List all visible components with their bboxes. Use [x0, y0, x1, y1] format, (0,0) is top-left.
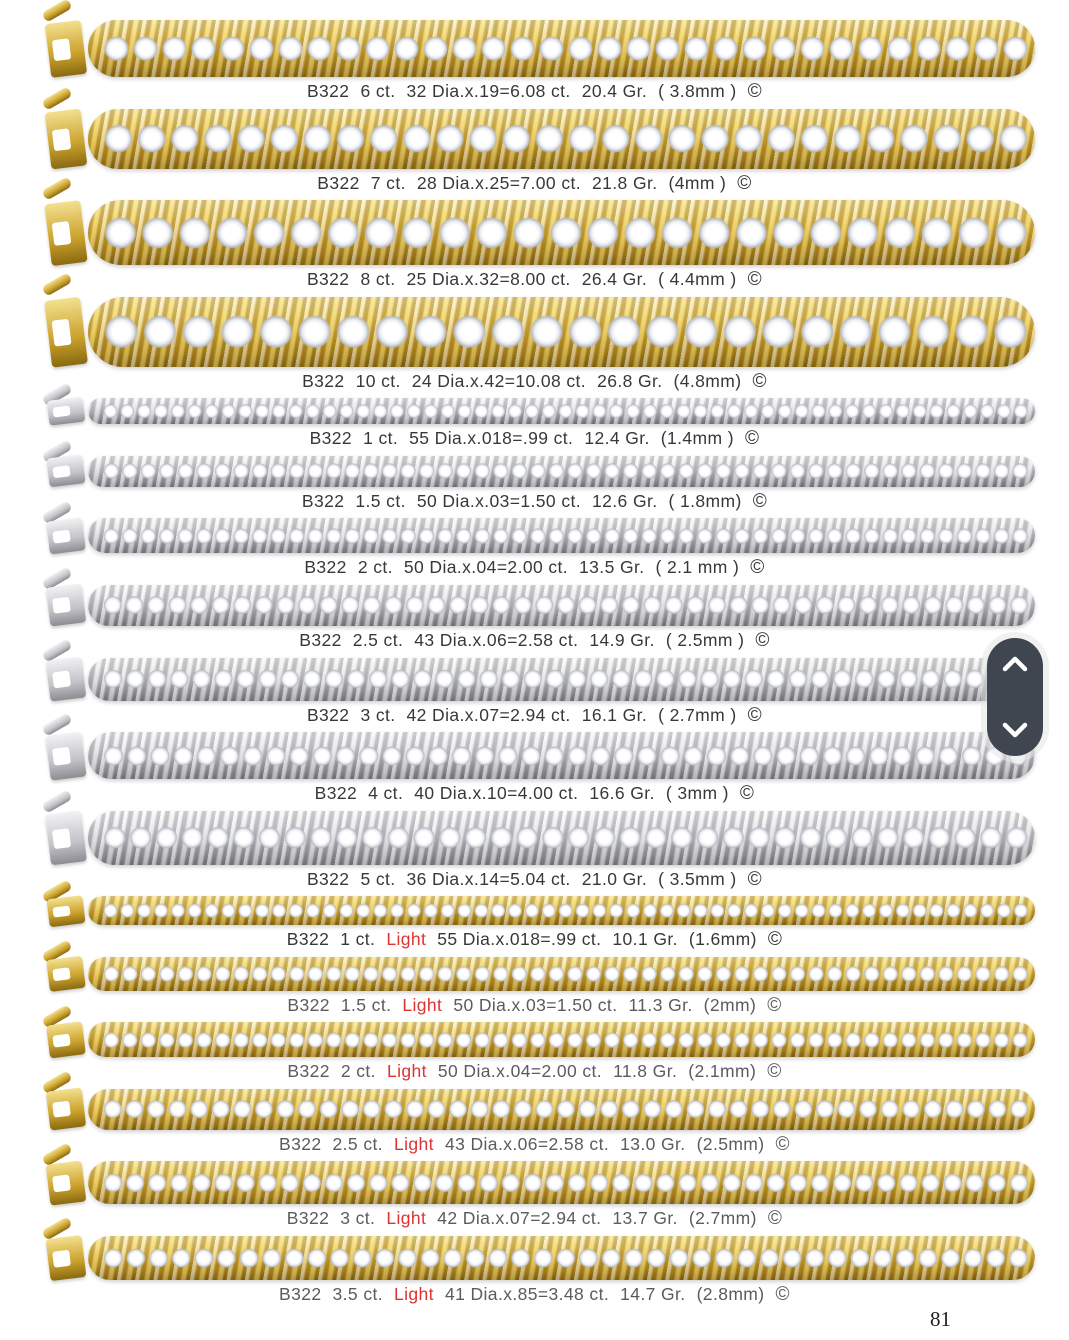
bracelet-strip — [88, 585, 1035, 626]
bracelet-row — [30, 398, 1039, 450]
carat-weight: 3 ct. — [340, 1208, 376, 1229]
clasp-box — [46, 657, 87, 702]
width-size: ( 3.5mm ) — [658, 868, 737, 889]
bracelet-image — [36, 20, 1035, 77]
copyright-icon: © — [744, 428, 760, 450]
bracelet-image — [36, 518, 1035, 553]
bracelet-row — [30, 1161, 1039, 1230]
bracelet-strip — [88, 896, 1035, 925]
bracelet-caption — [30, 1207, 1039, 1230]
carat-weight: 2 ct. — [340, 1061, 376, 1082]
chevron-down-icon — [999, 717, 1031, 743]
clasp-hole — [52, 905, 70, 917]
clasp-hole — [52, 38, 71, 60]
style-code: B322 — [286, 1208, 330, 1229]
bracelet-image — [36, 1022, 1035, 1057]
bracelet-list — [30, 20, 1039, 1306]
clasp-box — [46, 1235, 87, 1281]
diamond-stones — [102, 1095, 1030, 1123]
bracelet-clasp — [36, 283, 88, 381]
carat-weight: 4 ct. — [368, 783, 404, 804]
carat-weight: 1.5 ct. — [340, 994, 392, 1015]
bracelet-row — [30, 200, 1039, 291]
clasp-box — [46, 1021, 86, 1058]
diamond-spec: 55 Dia.x.018=.99 ct. — [409, 428, 574, 449]
clasp-hole — [52, 319, 72, 346]
bracelet-row — [30, 1089, 1039, 1156]
diamond-stones — [102, 1028, 1030, 1052]
light-label: Light — [402, 994, 443, 1015]
bracelet-caption — [30, 868, 1039, 891]
copyright-icon: © — [767, 994, 782, 1016]
clasp-hole — [52, 1175, 71, 1192]
width-size: ( 3mm ) — [665, 783, 729, 804]
clasp-box — [46, 584, 86, 627]
bracelet-row — [30, 957, 1039, 1017]
bracelet-caption — [30, 1060, 1039, 1083]
width-size: ( 4.4mm ) — [658, 269, 737, 290]
scroll-down-button[interactable] — [999, 717, 1031, 743]
bracelet-caption — [30, 172, 1039, 195]
style-code: B322 — [306, 868, 350, 889]
carat-weight: 6 ct. — [360, 81, 396, 101]
carat-weight: 3.5 ct. — [332, 1284, 383, 1304]
diamond-stones — [102, 664, 1030, 693]
gram-weight: 21.8 Gr. — [592, 172, 658, 193]
bracelet-strip — [88, 1236, 1035, 1280]
carat-weight: 1 ct. — [340, 929, 376, 950]
bracelet-row — [30, 456, 1039, 513]
bracelet-image — [36, 398, 1035, 424]
bracelet-strip — [88, 20, 1035, 77]
width-size: (2.8mm) — [696, 1284, 765, 1304]
bracelet-caption — [30, 427, 1039, 450]
copyright-icon: © — [747, 81, 763, 102]
carat-weight: 1.5 ct. — [355, 490, 406, 511]
carat-weight: 2.5 ct. — [332, 1133, 383, 1154]
diamond-spec: 41 Dia.x.85=3.48 ct. — [444, 1284, 610, 1304]
clasp-hole — [52, 671, 71, 688]
diamond-spec: 25 Dia.x.32=8.00 ct. — [406, 269, 571, 290]
light-label: Light — [394, 1284, 434, 1304]
bracelet-clasp — [36, 950, 88, 998]
diamond-spec: 55 Dia.x.018=.99 ct. — [437, 929, 602, 950]
clasp-hole — [52, 747, 71, 766]
bracelet-caption — [30, 556, 1039, 579]
gram-weight: 14.9 Gr. — [589, 629, 655, 650]
carat-weight: 2 ct. — [357, 557, 393, 578]
diamond-stones — [102, 592, 1030, 620]
carat-weight: 8 ct. — [360, 269, 396, 290]
style-code: B322 — [302, 370, 345, 391]
style-code: B322 — [306, 81, 350, 101]
width-size: (1.4mm ) — [660, 428, 734, 449]
bracelet-clasp — [36, 187, 88, 278]
gram-weight: 21.0 Gr. — [581, 868, 648, 889]
bracelet-strip — [88, 398, 1035, 424]
bracelet-strip — [88, 1161, 1035, 1204]
carat-weight: 1 ct. — [363, 428, 399, 449]
bracelet-caption — [30, 268, 1039, 291]
bracelet-clasp — [36, 723, 88, 789]
clasp-box — [46, 517, 86, 554]
diamond-stones — [102, 211, 1030, 255]
bracelet-row — [30, 1022, 1039, 1083]
bracelet-caption — [30, 80, 1039, 103]
clasp-hole — [52, 529, 70, 544]
width-size: ( 2.5mm ) — [665, 629, 745, 650]
carat-weight: 2.5 ct. — [352, 629, 404, 650]
bracelet-caption — [30, 782, 1039, 805]
bracelet-clasp — [36, 1081, 88, 1138]
clasp-box — [44, 200, 87, 266]
bracelet-row — [30, 585, 1039, 652]
bracelet-clasp — [36, 9, 88, 89]
gram-weight: 13.7 Gr. — [612, 1208, 678, 1229]
carat-weight: 7 ct. — [370, 172, 406, 193]
clasp-box — [46, 1160, 87, 1205]
gram-weight: 13.5 Gr. — [579, 557, 645, 578]
gram-weight: 11.8 Gr. — [613, 1061, 678, 1082]
clasp-hole — [52, 127, 72, 151]
bracelet-row — [30, 896, 1039, 951]
width-size: ( 2.7mm ) — [658, 704, 737, 725]
style-code: B322 — [309, 428, 353, 449]
chevron-up-icon — [999, 651, 1031, 677]
clasp-box — [45, 731, 86, 780]
bracelet-clasp — [36, 1015, 88, 1064]
gram-weight: 13.0 Gr. — [620, 1133, 686, 1154]
bracelet-clasp — [36, 800, 88, 876]
clasp-hole — [52, 1102, 71, 1119]
clasp-box — [46, 455, 85, 489]
diamond-stones — [102, 740, 1030, 772]
bracelet-clasp — [36, 511, 88, 560]
clasp-box — [47, 397, 86, 426]
light-label: Light — [386, 1208, 427, 1229]
style-code: B322 — [279, 1284, 322, 1304]
bracelet-strip — [88, 1089, 1035, 1130]
bracelet-image — [36, 896, 1035, 925]
clasp-box — [46, 895, 85, 927]
style-code: B322 — [306, 269, 350, 290]
style-code: B322 — [301, 490, 345, 511]
bracelet-image — [36, 658, 1035, 701]
gram-weight: 11.3 Gr. — [628, 994, 693, 1015]
diamond-stones — [102, 402, 1030, 420]
bracelet-caption — [30, 370, 1039, 393]
gram-weight: 16.1 Gr. — [581, 704, 648, 725]
diamond-stones — [102, 29, 1030, 68]
bracelet-strip — [88, 518, 1035, 553]
bracelet-row — [30, 109, 1039, 195]
style-code: B322 — [317, 172, 360, 193]
clasp-box — [44, 296, 88, 366]
copyright-icon: © — [775, 1133, 790, 1155]
clasp-hole — [52, 1250, 71, 1268]
diamond-stones — [102, 1168, 1030, 1197]
diamond-stones — [102, 962, 1030, 985]
diamond-spec: 36 Dia.x.14=5.04 ct. — [406, 868, 571, 889]
carat-weight: 3 ct. — [360, 704, 396, 725]
clasp-hole — [52, 220, 72, 245]
diamond-stones — [102, 901, 1030, 921]
bracelet-image — [36, 585, 1035, 626]
bracelet-clasp — [36, 890, 88, 931]
diamond-stones — [102, 461, 1030, 482]
style-code: B322 — [314, 783, 358, 804]
light-label: Light — [394, 1133, 434, 1154]
width-size: (1.6mm) — [688, 929, 757, 950]
bracelet-row — [30, 732, 1039, 805]
gram-weight: 26.8 Gr. — [597, 370, 663, 391]
bracelet-image — [36, 109, 1035, 169]
bracelet-row — [30, 20, 1039, 103]
diamond-stones — [102, 1243, 1030, 1273]
clasp-box — [46, 1088, 86, 1131]
bracelet-clasp — [36, 1153, 88, 1213]
clasp-tongue — [41, 0, 72, 22]
gram-weight: 20.4 Gr. — [581, 81, 648, 101]
clasp-box — [45, 19, 87, 77]
style-code: B322 — [306, 704, 350, 725]
copyright-icon: © — [767, 1061, 782, 1083]
carat-weight: 10 ct. — [355, 370, 401, 391]
gram-weight: 12.6 Gr. — [592, 490, 658, 511]
clasp-box — [45, 810, 87, 865]
bracelet-image — [36, 456, 1035, 487]
bracelet-image — [36, 1161, 1035, 1204]
copyright-icon: © — [739, 783, 755, 805]
bracelet-caption — [30, 629, 1039, 652]
diamond-spec: 24 Dia.x.42=10.08 ct. — [411, 370, 587, 391]
bracelet-caption — [30, 1283, 1039, 1306]
copyright-icon: © — [747, 704, 763, 726]
bracelet-clasp — [36, 1227, 88, 1289]
bracelet-row — [30, 658, 1039, 727]
bracelet-image — [36, 811, 1035, 865]
style-code: B322 — [279, 1133, 322, 1154]
bracelet-image — [36, 297, 1035, 367]
clasp-box — [46, 956, 86, 992]
bracelet-strip — [88, 811, 1035, 865]
width-size: (2mm) — [703, 994, 757, 1015]
diamond-spec: 32 Dia.x.19=6.08 ct. — [406, 81, 571, 101]
bracelet-strip — [88, 1022, 1035, 1057]
bracelet-strip — [88, 297, 1035, 367]
clasp-hole — [52, 967, 70, 981]
diamond-spec: 40 Dia.x.10=4.00 ct. — [414, 783, 579, 804]
diamond-spec: 42 Dia.x.07=2.94 ct. — [406, 704, 571, 725]
diamond-stones — [102, 308, 1030, 356]
diamond-spec: 43 Dia.x.06=2.58 ct. — [444, 1133, 610, 1154]
diamond-stones — [102, 118, 1030, 159]
bracelet-row — [30, 1236, 1039, 1306]
gram-weight: 10.1 Gr. — [612, 929, 678, 950]
clasp-hole — [52, 1033, 70, 1048]
style-code: B322 — [304, 557, 347, 578]
style-code: B322 — [287, 994, 330, 1015]
copyright-icon: © — [747, 269, 763, 291]
diamond-spec: 42 Dia.x.07=2.94 ct. — [437, 1208, 602, 1229]
diamond-spec: 50 Dia.x.03=1.50 ct. — [416, 490, 582, 511]
bracelet-strip — [88, 200, 1035, 265]
style-code: B322 — [286, 929, 330, 950]
copyright-icon: © — [752, 490, 768, 512]
bracelet-strip — [88, 957, 1035, 991]
gram-weight: 16.6 Gr. — [589, 783, 655, 804]
bracelet-strip — [88, 658, 1035, 701]
width-size: (4.8mm) — [673, 370, 742, 391]
bracelet-clasp — [36, 649, 88, 709]
clasp-hole — [52, 465, 70, 478]
clasp-hole — [52, 827, 71, 848]
bracelet-clasp — [36, 393, 88, 429]
bracelet-clasp — [36, 450, 88, 493]
width-size: ( 1.8mm) — [668, 490, 742, 511]
diamond-stones — [102, 819, 1030, 856]
bracelet-image — [36, 1236, 1035, 1280]
copyright-icon: © — [737, 172, 752, 194]
clasp-hole — [53, 406, 71, 417]
diamond-spec: 28 Dia.x.25=7.00 ct. — [416, 172, 582, 193]
copyright-icon: © — [747, 868, 763, 890]
bracelet-row — [30, 297, 1039, 393]
width-size: (2.1mm) — [688, 1061, 757, 1082]
bracelet-row — [30, 518, 1039, 579]
style-code: B322 — [287, 1061, 330, 1082]
diamond-spec: 43 Dia.x.06=2.58 ct. — [414, 629, 579, 650]
bracelet-row — [30, 811, 1039, 891]
copyright-icon: © — [750, 557, 765, 579]
bracelet-strip — [88, 732, 1035, 779]
light-label: Light — [386, 929, 427, 950]
light-label: Light — [386, 1061, 427, 1082]
style-code: B322 — [299, 629, 342, 650]
bracelet-strip — [88, 456, 1035, 487]
clasp-box — [45, 108, 88, 169]
clasp-hole — [52, 598, 71, 615]
copyright-icon: © — [775, 1284, 790, 1305]
copyright-icon: © — [767, 929, 783, 951]
bracelet-caption — [30, 704, 1039, 727]
bracelet-image — [36, 1089, 1035, 1130]
width-size: (4mm ) — [668, 172, 727, 193]
diamond-stones — [102, 524, 1030, 548]
bracelet-caption — [30, 994, 1039, 1017]
carat-weight: 5 ct. — [360, 868, 396, 889]
page-number: 81 — [930, 1307, 951, 1331]
gram-weight: 12.4 Gr. — [584, 428, 650, 449]
bracelet-caption — [30, 928, 1039, 951]
bracelet-image — [36, 732, 1035, 779]
bracelet-caption — [30, 1133, 1039, 1156]
bracelet-caption — [30, 490, 1039, 513]
bracelet-strip — [88, 109, 1035, 169]
diamond-spec: 50 Dia.x.03=1.50 ct. — [453, 994, 618, 1015]
copyright-icon: © — [752, 370, 767, 392]
diamond-spec: 50 Dia.x.04=2.00 ct. — [437, 1061, 603, 1082]
bracelet-image — [36, 200, 1035, 265]
width-size: ( 2.1 mm ) — [655, 557, 740, 578]
width-size: ( 3.8mm ) — [658, 81, 737, 101]
gram-weight: 26.4 Gr. — [581, 269, 648, 290]
copyright-icon: © — [767, 1208, 783, 1230]
bracelet-image — [36, 957, 1035, 991]
bracelet-clasp — [36, 97, 88, 181]
diamond-spec: 50 Dia.x.04=2.00 ct. — [403, 557, 569, 578]
gram-weight: 14.7 Gr. — [620, 1284, 686, 1304]
scroll-widget — [987, 638, 1043, 756]
copyright-icon: © — [755, 629, 770, 651]
bracelet-clasp — [36, 577, 88, 634]
width-size: (2.5mm) — [696, 1133, 765, 1154]
scroll-up-button[interactable] — [999, 651, 1031, 677]
width-size: (2.7mm) — [688, 1208, 757, 1229]
